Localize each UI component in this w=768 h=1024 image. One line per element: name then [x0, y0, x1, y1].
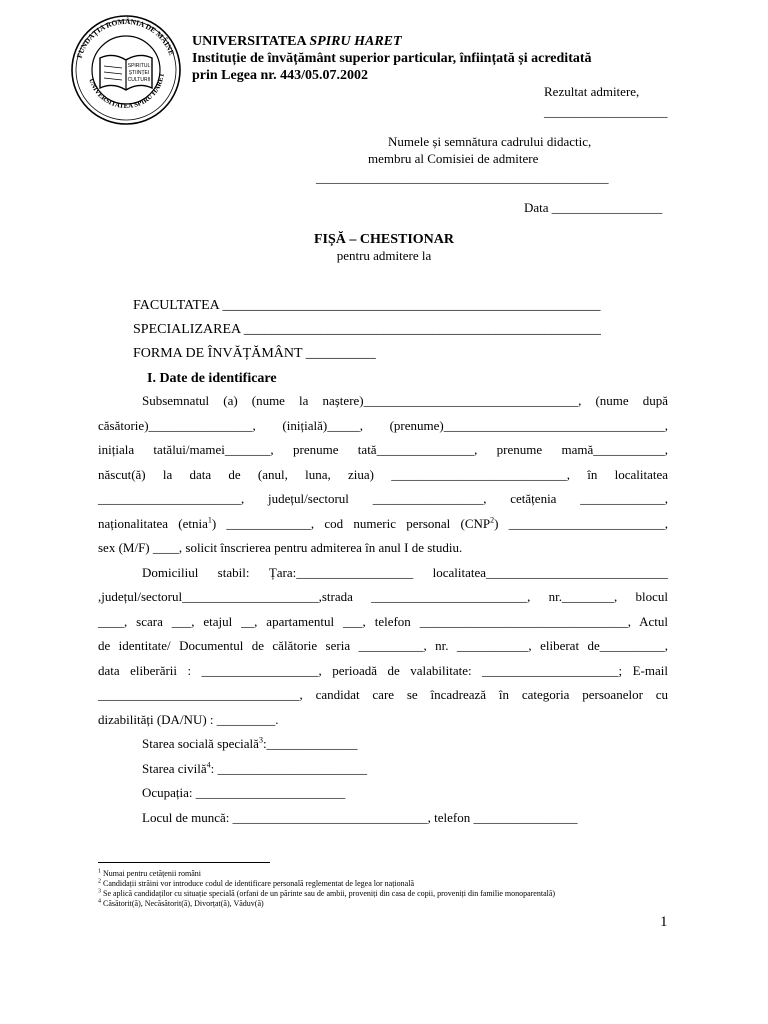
footnote-2	[98, 879, 414, 888]
footnote-1-text: Numai pentru cetățenii români	[101, 869, 201, 878]
faculty-field[interactable]: FACULTATEA ______________________________________________________	[133, 298, 601, 313]
seal-book-text-1: SPIRITUL	[127, 63, 151, 69]
footnote-ref-2: 2	[490, 515, 495, 525]
university-seal-logo	[70, 14, 182, 126]
study-form-field[interactable]: FORMA DE ÎNVĂȚĂMÂNT __________	[133, 346, 376, 361]
form-line-occupation[interactable]: Ocupația: _______________________	[142, 785, 346, 800]
footnote-3	[98, 889, 555, 898]
form-line-issue-date[interactable]: data eliberării : __________________, perioadă de valabilitate: _____________________; E-mail	[98, 662, 668, 678]
form-line-street[interactable]: ,județul/sectorul_____________________,strada ________________________, nr.________, blocul	[98, 589, 668, 604]
page-number: 1	[660, 914, 668, 930]
form-line-apartment[interactable]: ____, scara ___, etajul __, apartamentul ___, telefon ________________________________, Actul	[98, 613, 668, 629]
identification-form	[98, 389, 668, 830]
form-line-parents[interactable]: inițiala tatălui/mamei_______, prenume tată_______________, prenume mamă___________,	[98, 442, 668, 457]
form-line-workplace[interactable]: Locul de muncă: ______________________________, telefon ________________	[142, 809, 578, 825]
cnp-blank: ) ________________________,	[494, 515, 668, 531]
footnote-3-text: Se aplică candidaților cu situație specială (orfani de un părinte sau de ambii, proveniți din casa de copii, proveniți din familie monoparentală)	[101, 889, 556, 898]
seal-outer-text: FUNDAȚIA ROMÂNIA DE MÂINE	[74, 16, 177, 60]
teacher-signature-line[interactable]: _____________________________________________	[316, 170, 609, 185]
footnote-4-number: 4	[98, 898, 101, 905]
form-line-county-citizenship[interactable]: ______________________, județul/sectorul _________________, cetățenia _____________,	[98, 491, 668, 506]
university-law: prin Legea nr. 443/05.07.2002	[192, 68, 369, 83]
civil-status-blank: : _______________________	[210, 760, 367, 776]
form-line-domicile[interactable]: Domiciliul stabil: Țara:__________________ localitatea____________________________	[142, 564, 668, 580]
form-line-civil-status[interactable]	[98, 757, 668, 782]
social-status-blank: :______________	[262, 736, 358, 751]
section-title: I. Date de identificare	[147, 371, 277, 386]
form-line-social-status[interactable]	[98, 732, 668, 757]
date-field[interactable]: Data _________________	[524, 200, 663, 215]
result-label: Rezultat admitere,	[544, 84, 640, 99]
footnote-ref-1: 1	[207, 515, 212, 525]
form-line-email[interactable]: _______________________________, candidat care se încadrează în categoria persoanelor cu	[98, 687, 668, 702]
seal-book-text-2: ȘTIINȚEI	[128, 70, 150, 76]
cnp-label: ) _____________, cod numeric personal (CNP	[211, 515, 491, 531]
form-line-id-document[interactable]: de identitate/ Documentul de călătorie seria __________, nr. ___________, eliberat de__________,	[98, 638, 668, 653]
university-prefix: UNIVERSITATEA	[192, 34, 310, 49]
footnote-4-text: Căsătorit(ă), Necăsătorit(ă), Divorțat(ă), Văduv(ă)	[101, 899, 264, 908]
form-title: FIȘĂ – CHESTIONAR	[313, 232, 455, 247]
university-subtitle: Instituție de învățământ superior particular, înființată și acreditată	[192, 51, 592, 66]
footnote-ref-4: 4	[206, 760, 211, 770]
footnote-ref-3: 3	[258, 735, 263, 745]
university-title	[192, 33, 402, 50]
footnote-divider	[98, 862, 270, 863]
footnote-2-text: Candidații străini vor introduce codul de identificare personală reglementat de legea lor națională	[101, 879, 414, 888]
specialization-field[interactable]: SPECIALIZAREA ___________________________________________________	[133, 322, 601, 337]
footnote-2-number: 2	[98, 878, 101, 885]
nationality-label: naționalitatea (etnia	[98, 515, 208, 531]
seal-inner-text: UNIVERSITATEA SPIRU HARET	[87, 72, 166, 111]
footnote-3-number: 3	[98, 888, 101, 895]
university-name: SPIRU HARET	[309, 34, 402, 49]
footnote-4	[98, 899, 264, 908]
form-line-birth-date[interactable]: născut(ă) la data de (anul, luna, ziua) ___________________________, în localitatea	[98, 466, 668, 482]
footnote-1	[98, 869, 201, 878]
social-status-label: Starea socială specială	[142, 736, 259, 751]
form-subtitle: pentru admitere la	[336, 248, 432, 263]
result-line[interactable]: ___________________	[544, 104, 668, 119]
seal-book-text-3: CULTURII	[127, 77, 151, 83]
form-line-married-name[interactable]: căsătorie)________________, (inițială)_____, (prenume)__________________________________,	[98, 417, 668, 433]
teacher-label-2: membru al Comisiei de admitere	[368, 151, 539, 166]
footnote-1-number: 1	[98, 868, 101, 875]
teacher-label-1: Numele și semnătura cadrului didactic,	[388, 134, 592, 149]
form-line-nationality-cnp[interactable]	[98, 512, 668, 537]
form-line-sex[interactable]: sex (M/F) ____, solicit înscrierea pentru admiterea în anul I de studiu.	[98, 540, 463, 555]
form-line-disability[interactable]: dizabilități (DA/NU) : _________.	[98, 711, 279, 727]
form-line-birth-name[interactable]: Subsemnatul (a) (nume la naștere)_________________________________, (nume după	[142, 393, 668, 408]
civil-status-label: Starea civilă	[142, 760, 207, 776]
